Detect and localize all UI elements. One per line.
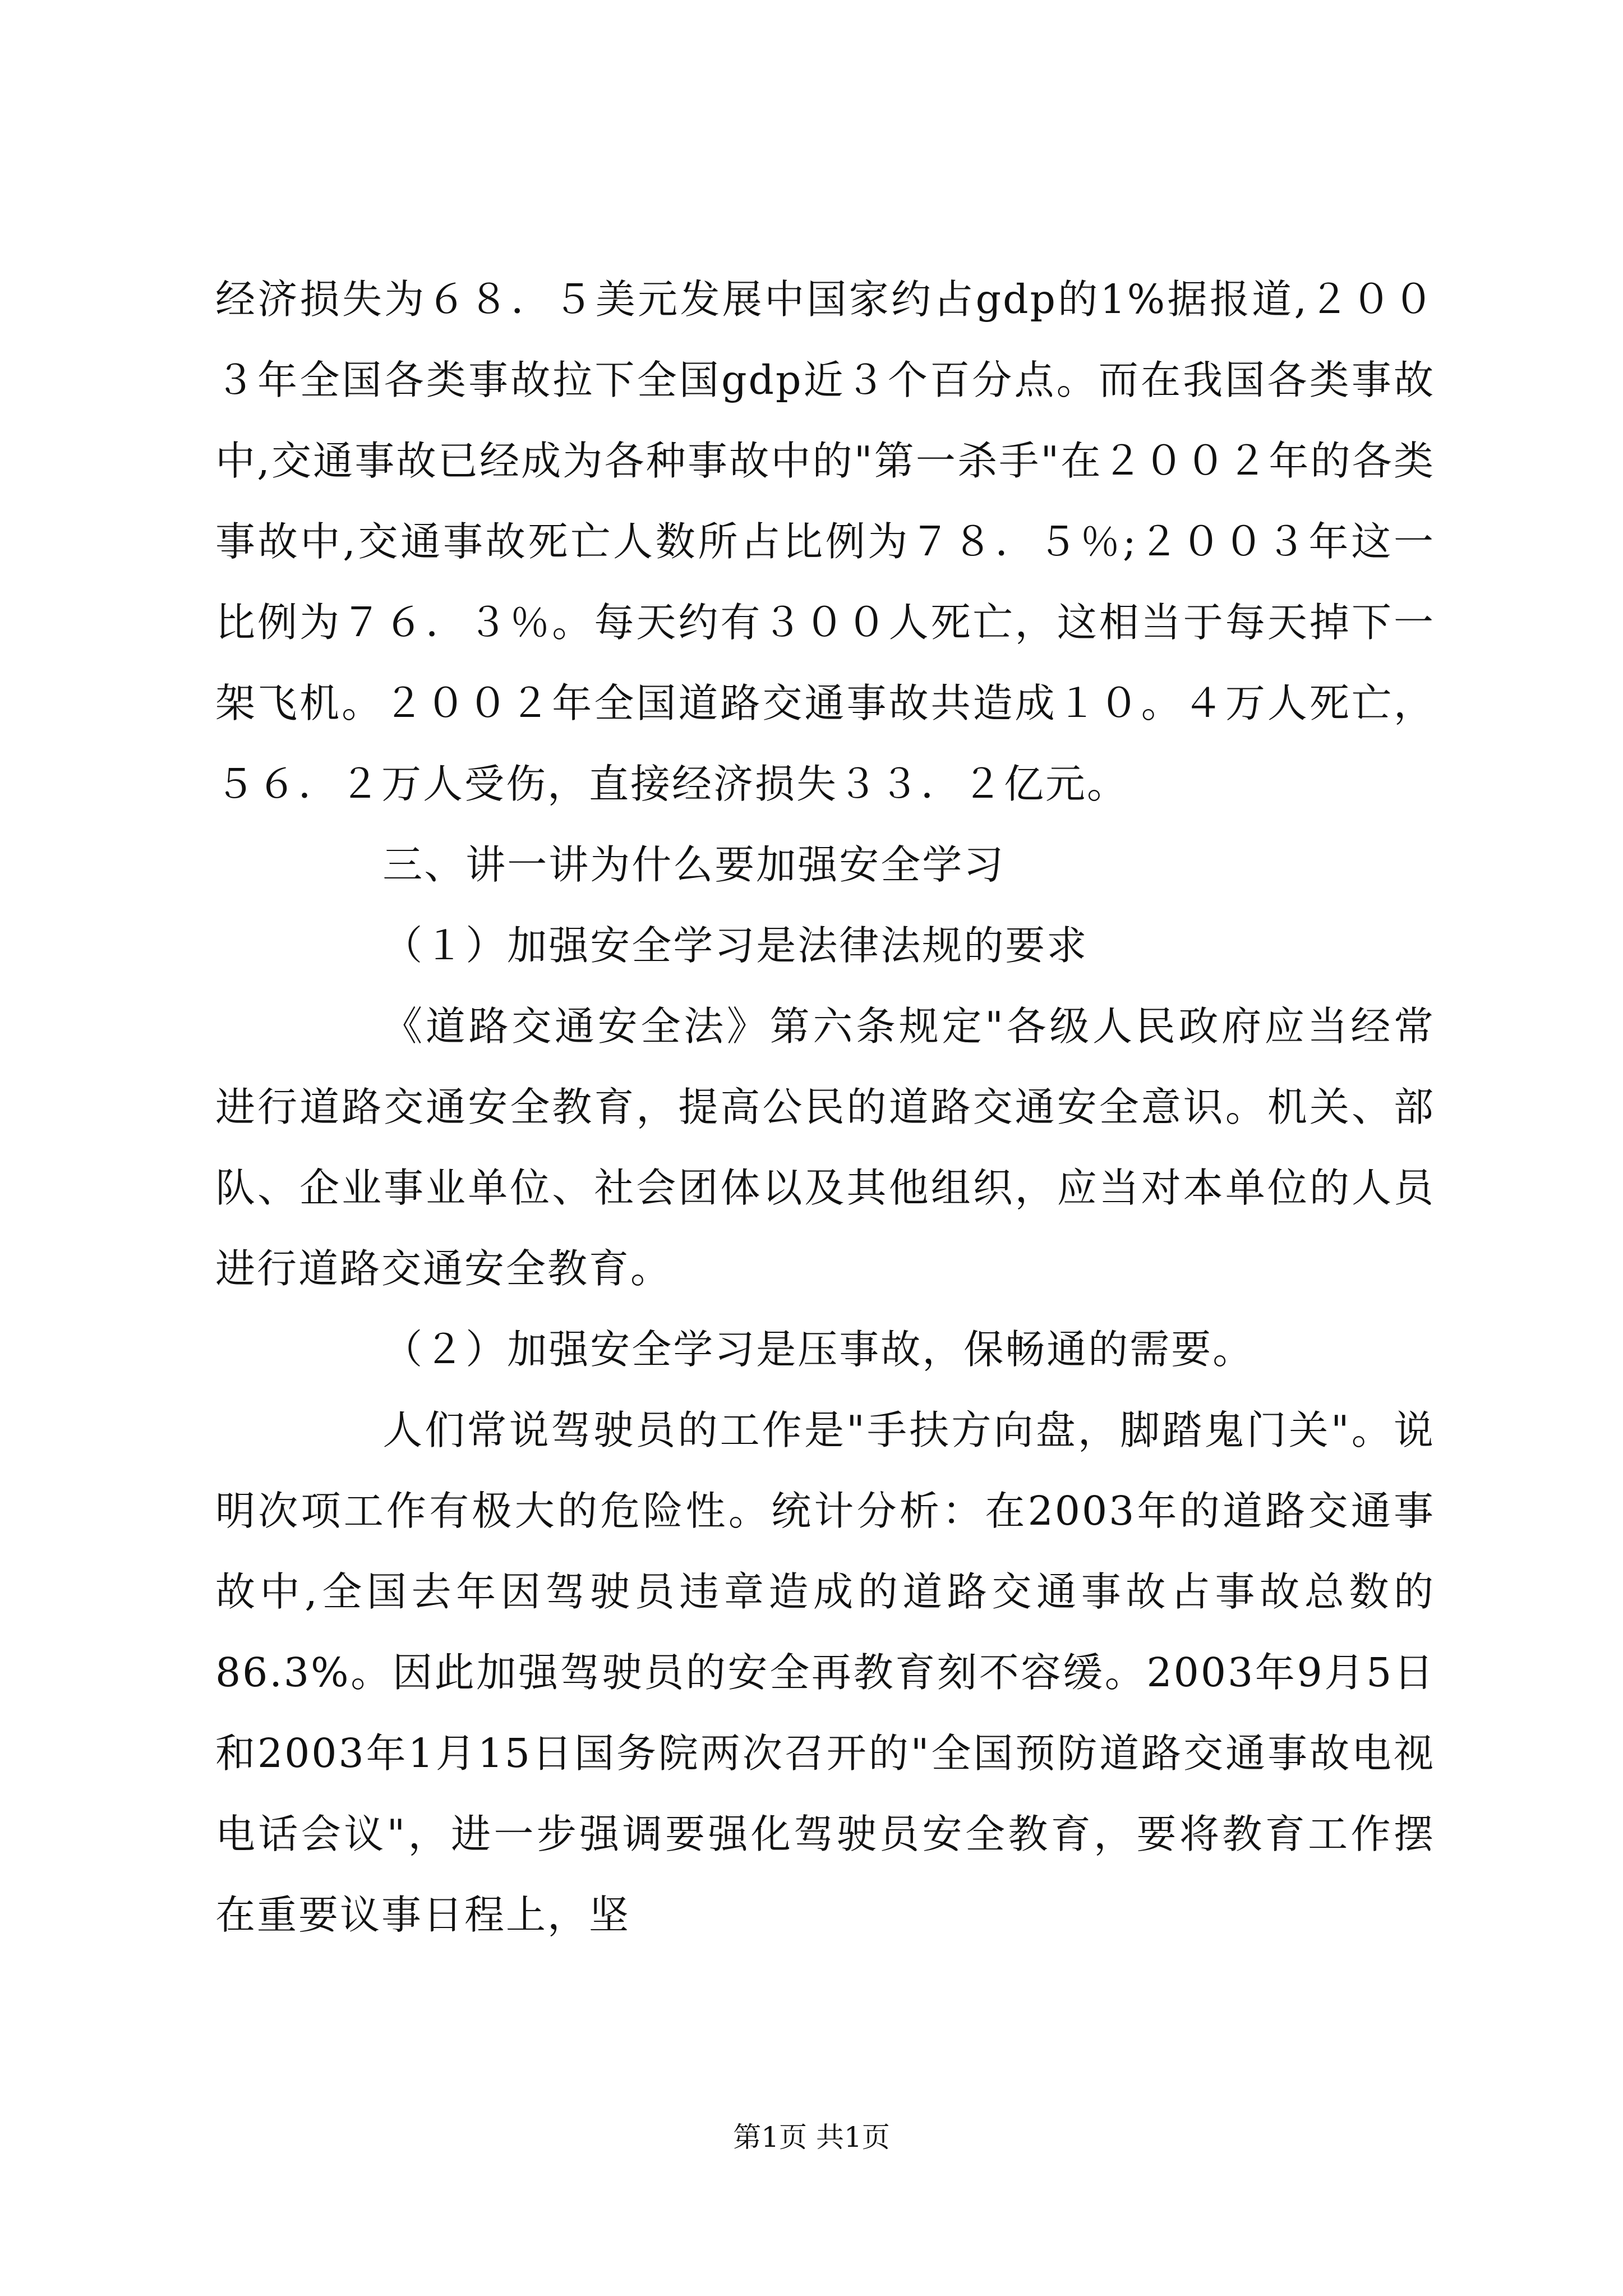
- paragraph-law: 《道路交通安全法》第六条规定"各级人民政府应当经常进行道路交通安全教育，提高公民的道路交通安全意识。机关、部队、企业事业单位、社会团体以及其他组织，应当对本单位的人员进行道路交通安全教育。: [215, 1003, 1435, 1292]
- section-heading: 三、讲一讲为什么要加强安全学习: [382, 841, 1006, 888]
- subheading-1: （１）加强安全学习是法律法规的要求: [382, 922, 1089, 969]
- subheading-2: （２）加强安全学习是压事故，保畅通的需要。: [382, 1326, 1255, 1373]
- paragraph-driver: 人们常说驾驶员的工作是"手扶方向盘，脚踏鬼门关"。说明次项工作有极大的危险性。统计分析：在2003年的道路交通事故中,全国去年因驾驶员违章造成的道路交通事故占事故总数的86.3%。因此加强驾驶员的安全再教育刻不容缓。2003年9月5日和2003年1月15日国务院两次召开的"全国预防道路交通事故电视电话会议"，进一步强调要强化驾驶员安全教育，要将教育工作摆在重要议事日程上，坚: [215, 1407, 1435, 1938]
- document-body: [215, 259, 1435, 1955]
- paragraph-continued: 经济损失为６８．５美元发展中国家约占gdp的1%据报道,２００３年全国各类事故拉下全国gdp近３个百分点。而在我国各类事故中,交通事故已经成为各种事故中的"第一杀手"在２００２年的各类事故中,交通事故死亡人数所占比例为７８．５％;２００３年这一比例为７６．３％。每天约有３００人死亡，这相当于每天掉下一架飞机。２００２年全国道路交通事故共造成１０。４万人死亡，５６．２万人受伤，直接经济损失３３．２亿元。: [215, 276, 1435, 807]
- page-footer: 第1页 共1页: [733, 2121, 890, 2154]
